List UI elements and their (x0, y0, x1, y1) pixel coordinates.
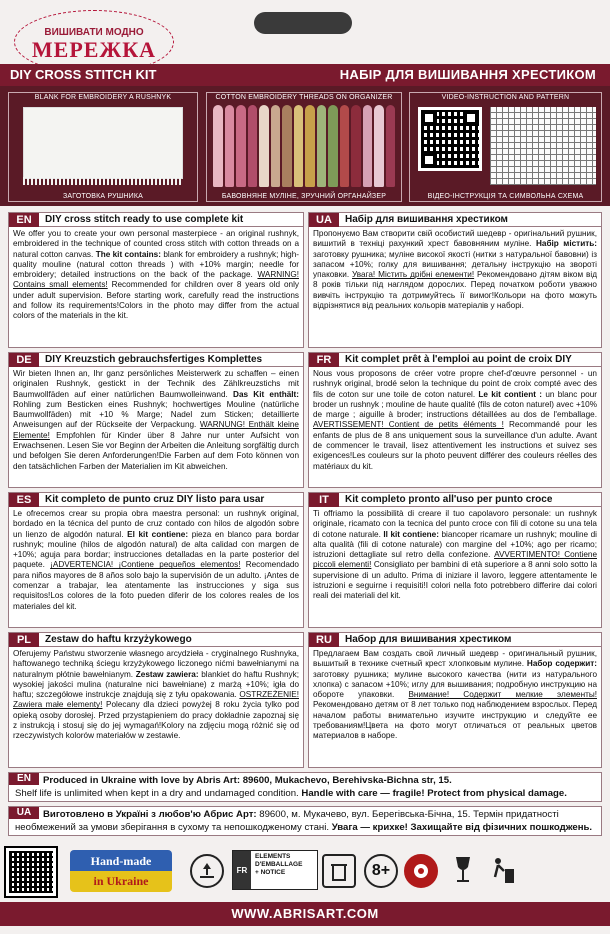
footer-en-line2: Shelf life is unlimited when kept in a dry and undamaged condition. Handle with care — fragile! Protect from physical damage. (15, 788, 567, 799)
thread-skein (317, 105, 327, 187)
thread-skein (305, 105, 315, 187)
panel-threads (206, 92, 402, 202)
footer-ua-line1: Виготовлено в Україні з любов'ю Абрис Арт: 89600, м. Мукачево, вул. Берегівська-Бічна, 15. Термін придатності (43, 809, 559, 820)
thread-skein (259, 105, 269, 187)
handmade-line2: in Ukraine (93, 874, 149, 888)
panel-label-bottom: ЗАГОТОВКА РУШНИКА (62, 193, 144, 200)
panel-label-top: BLANK FOR EMBROIDERY A RUSHNYK (34, 94, 172, 101)
age-restriction-icon (364, 854, 398, 888)
section-ua (308, 212, 602, 348)
panel-rushnyk (8, 92, 198, 202)
lang-tag-es: ES (9, 493, 39, 507)
section-body-fr: Nous vous proposons de créer votre propre chef-d'œuvre personnel - un rushnyk original, brodé selon la technique du point de croix compté avec des fils de coton sur une toile de coton naturel. Le kit contient : un blanc pour broder un rushnyk ; mouline de haute qualité (fils de coton naturel) avec +10% de marge ; aiguille à broder; instructions détaillées au dos de l'emballage. AVERTISSEMENT! Contient de petits éléments ! Recommandé pour les enfants de plus de 8 ans uniquement sous la surveillance d'un adulte. Avant de commencer le travail, lisez attentivement les instructions et suivez ses exigences!Les couleurs sur la photo peuvent différer des couleurs réelles des matériaux du kit. (313, 369, 597, 471)
thread-skein (363, 105, 373, 187)
thread-skein (271, 105, 281, 187)
panel-label-top: VIDEO-INSTRUCTION AND PATTERN (441, 94, 570, 101)
section-title-fr: Kit complet prêt à l'emploi au point de croix DIY (345, 354, 572, 365)
thread-skein (294, 105, 304, 187)
brand-name: МЕРЕЖКА (31, 37, 157, 62)
footer-ua-line2: необмежений за умови зберігання в сухому та непошкодженому стані. Увага — крихке! Захищайте від фізичних пошкоджень. (15, 822, 593, 833)
section-pl (8, 632, 304, 768)
thread-skein (213, 105, 223, 187)
thread-organizer-image (213, 105, 395, 187)
fr-line3: + NOTICE (255, 869, 286, 876)
lang-tag-ru: RU (309, 633, 339, 647)
fr-line2: D'EMBALLAGE (255, 861, 303, 868)
panel-label-bottom: БАВОВНЯНЕ МУЛІНЕ, ЗРУЧНИЙ ОРГАНАЙЗЕР (221, 193, 387, 200)
lang-tag-de: DE (9, 353, 39, 367)
footer-en-line1: Produced in Ukraine with love by Abris Art: 89600, Mukachevo, Berehivska-Bichna str, 15. (43, 775, 452, 786)
thread-skein (386, 105, 396, 187)
rushnyk-fringe (23, 177, 183, 185)
small-parts-warning-icon (404, 854, 438, 888)
recycle-bin-icon (322, 854, 356, 888)
header-bar (0, 64, 610, 86)
fr-code: FR (233, 851, 251, 889)
section-body-ua: Пропонуємо Вам створити свій особистий шедевр - оригінальний рушник, вишитий в техніці рахункий хрест бавовняним муліне. Набір містить: заготовку рушника; муліне високої якості (нитки з натуральної бавовни) із запасом +10%; голку для вишивання; детальну інструкцію на звороті упаковки. Увага! Містить дрібні елементи! Рекомендовано дітям віком від 8 років тільки під наглядом дорослих. Перед початком роботи уважно вивчіть інструкцію та дотримуйтесь її вимог!Кольори на фото можуть відрізнятися від реальних кольорів матеріалів у наборі. (313, 229, 597, 311)
footer-lang-ua: UA (9, 807, 39, 819)
section-title-en: DIY cross stitch ready to use complete kit (45, 214, 244, 225)
lang-tag-ua: UA (309, 213, 339, 227)
brand-subtitle: ВИШИВАТИ МОДНО (44, 27, 144, 38)
section-title-de: DIY Kreuzstich gebrauchsfertiges Komplettes (45, 354, 263, 365)
footer-lang-en: EN (9, 773, 39, 785)
thread-skein (351, 105, 361, 187)
panel-instructions (409, 92, 602, 202)
thread-skein (236, 105, 246, 187)
section-title-pl: Zestaw do haftu krzyżykowego (45, 634, 192, 645)
header-title-ua: НАБІР ДЛЯ ВИШИВАННЯ ХРЕСТИКОМ (339, 67, 596, 82)
section-title-ua: Набір для вишивання хрестиком (345, 214, 508, 225)
pattern-chart-image (490, 107, 596, 185)
footer-en (8, 772, 602, 802)
handmade-badge (70, 850, 172, 892)
section-title-ru: Набор для вишивания хрестиком (345, 634, 512, 645)
lang-tag-en: EN (9, 213, 39, 227)
section-en (8, 212, 304, 348)
rushnyk-image (23, 107, 183, 179)
handmade-line1: Hand-made (90, 854, 152, 868)
recycle-icon (190, 854, 224, 888)
section-body-it: Ti offriamo la possibilità di creare il tuo capolavoro personale: un rushnyk originale, ricamato con la tecnica del punto croce con fili di cotone su una tela di cotone naturale. Il kit contiene: biancoper ricamare un rushnyk; mouline di alta qualità (fili di cotone naturale) con margine del +10%; ago per ricamo; istruzioni dettagliate sul retro della confezione. AVVERTIMENTO! Contiene piccoli elementi! Consigliato per bambini di età superiore a 8 anni solo sotto la supervisione di un adulto. Prima di iniziare il lavoro, leggere attentamente le istruzioni e seguirne i requisiti!I colori nella foto potrebbero differire dai colori reali dei materiali del kit. (313, 509, 597, 601)
panel-label-top: COTTON EMBROIDERY THREADS ON ORGANIZER (215, 94, 393, 101)
thread-skein (374, 105, 384, 187)
thread-skein (328, 105, 338, 187)
header-title-en: DIY CROSS STITCH KIT (10, 67, 157, 82)
thread-skein (225, 105, 235, 187)
section-es (8, 492, 304, 628)
video-qr-code[interactable] (418, 107, 482, 171)
section-ru (308, 632, 602, 768)
lang-tag-fr: FR (309, 353, 339, 367)
section-body-en: We offer you to create your own personal masterpiece - an original rushnyk, embroidered in the technique of counted cross stitch with cotton threads on a natural cotton canvas. The kit contains: blank for embroidery a rushnyk; high-quality mouline (natural cotton threads ) with +10% margin; needle for embroidery; detailed instructions on the back of the package. WARNING! Contains small elements! Recommended for children over 8 years old only under adult supervision. Before starting work, carefully read the instructions and follow its requirements!Colors in the photo may differ from the actual colors of the materials in the kit. (13, 229, 299, 321)
section-it (308, 492, 602, 628)
thread-skein (248, 105, 258, 187)
section-title-es: Kit completo de punto cruz DIY listo para usar (45, 494, 265, 505)
triman-fr-label (232, 850, 318, 890)
section-body-ru: Предлагаем Вам создать свой личный шедевр - оригинальный рушник, вышитый в технике счетный крест хлопковым мулине. Набор содержит: заготовку рушника; мулине высокого качества (нити из натурального хлопка) с запасом +10%; иглу для вышивания; подробную инструкцию на обороте упаковки. Внимание! Содержит мелкие элементы! Рекомендовано детям от 8 лет только под наблюдением взрослых. Перед началом работы внимательно изучите инструкцию и следуйте ее требованиям!Цвета на фото могут отличаться от реальных цветов материалов в наборе. (313, 649, 597, 741)
panel-label-bottom: ВІДЕО-ІНСТРУКЦІЯ ТА СИМВОЛЬНА СХЕМА (427, 193, 584, 200)
thread-skein (340, 105, 350, 187)
age-label: 8+ (371, 862, 391, 879)
dispose-bin-icon (486, 854, 520, 888)
section-body-de: Wir bieten Ihnen an, Ihr ganz persönliches Meisterwerk zu schaffen – einen originalen Rushnyk, gestickt in der Technik des Zählkreuzstichs mit Baumwollfäden auf einer natürlichen Baumwolleinwand. Das Kit enthält: Rohling zum Besticken eines Rushnyk; hochwertiges Mouline (natürliche Baumwollfäden) mit +10 % Marge; Nadel zum Sticken; detaillierte Anweisungen auf der Rückseite der Verpackung. WARNUNG! Enthält kleine Elemente! Empfohlen für Kinder über 8 Jahre nur unter Aufsicht von Erwachsenen. Lesen Sie vor Beginn der Arbeiten die Anleitung sorgfältig durch und befolgen Sie deren Anforderungen!Die Farben auf dem Foto können von den tatsächlichen Farben der Materialien im Kit abweichen. (13, 369, 299, 471)
section-title-it: Kit completo pronto all'uso per punto croce (345, 494, 553, 505)
fr-line1: ELEMENTS (255, 853, 291, 860)
section-fr (308, 352, 602, 488)
lang-tag-pl: PL (9, 633, 39, 647)
badges-row (0, 846, 610, 898)
website-link[interactable]: WWW.ABRISART.COM (0, 902, 610, 926)
section-body-es: Le ofrecemos crear su propia obra maestra personal: un rushnyk original, bordado en la técnica del punto de cruz contado con hilos de algodón sobre un lienzo de algodón natural. El kit contiene: pieza en blanco para bordar rushnyk; mouline (hilos de algodón natural) de alta calidad con margen de +10%; aguja para bordar; instrucciones detalladas en la parte posterior del paquete. ¡ADVERTENCIA! ¡Contiene pequeños elementos! Recomendado para niños mayores de 8 años solo bajo la supervisión de un adulto. ¡Antes de comenzar a trabajar, lea atentamente las instrucciones y siga sus requisitos!Los colores de la foto pueden diferir de los colores reales de los materiales del kit. (13, 509, 299, 611)
thread-skein (282, 105, 292, 187)
section-body-pl: Oferujemy Państwu stworzenie własnego arcydzieła - cryginalnego Rushnyka, haftowanego techniką ściegu krzyżykowego liczonego nićmi bawełnianymi na naturalnym płótnie bawełnianym. Zestaw zawiera: blankiet do haftu Rushnyk; wysokiej jakości mulina (naturalne nici bawełniane) z marżą +10%; igła do haftu; szczegółowe instrukcje znajdują się z tyłu opakowania. OSTRZEŻENIE! Zawiera małe elementy! Polecany dla dzieci powyżej 8 roku życia tylko pod opieką osoby dorosłej. Przed przystąpieniem do pracy dokładnie zapoznaj się z instrukcją i stosuj się do jej wymagań!Kolory na zdjęciu mogą różnić się od rzeczywistych kolorów materiałów w zestawie. (13, 649, 299, 741)
hang-hole (254, 12, 352, 34)
footer-ua (8, 806, 602, 836)
wine-glass-fragile-icon (446, 854, 480, 888)
section-de (8, 352, 304, 488)
website-qr-code[interactable] (6, 848, 56, 896)
lang-tag-it: IT (309, 493, 339, 507)
